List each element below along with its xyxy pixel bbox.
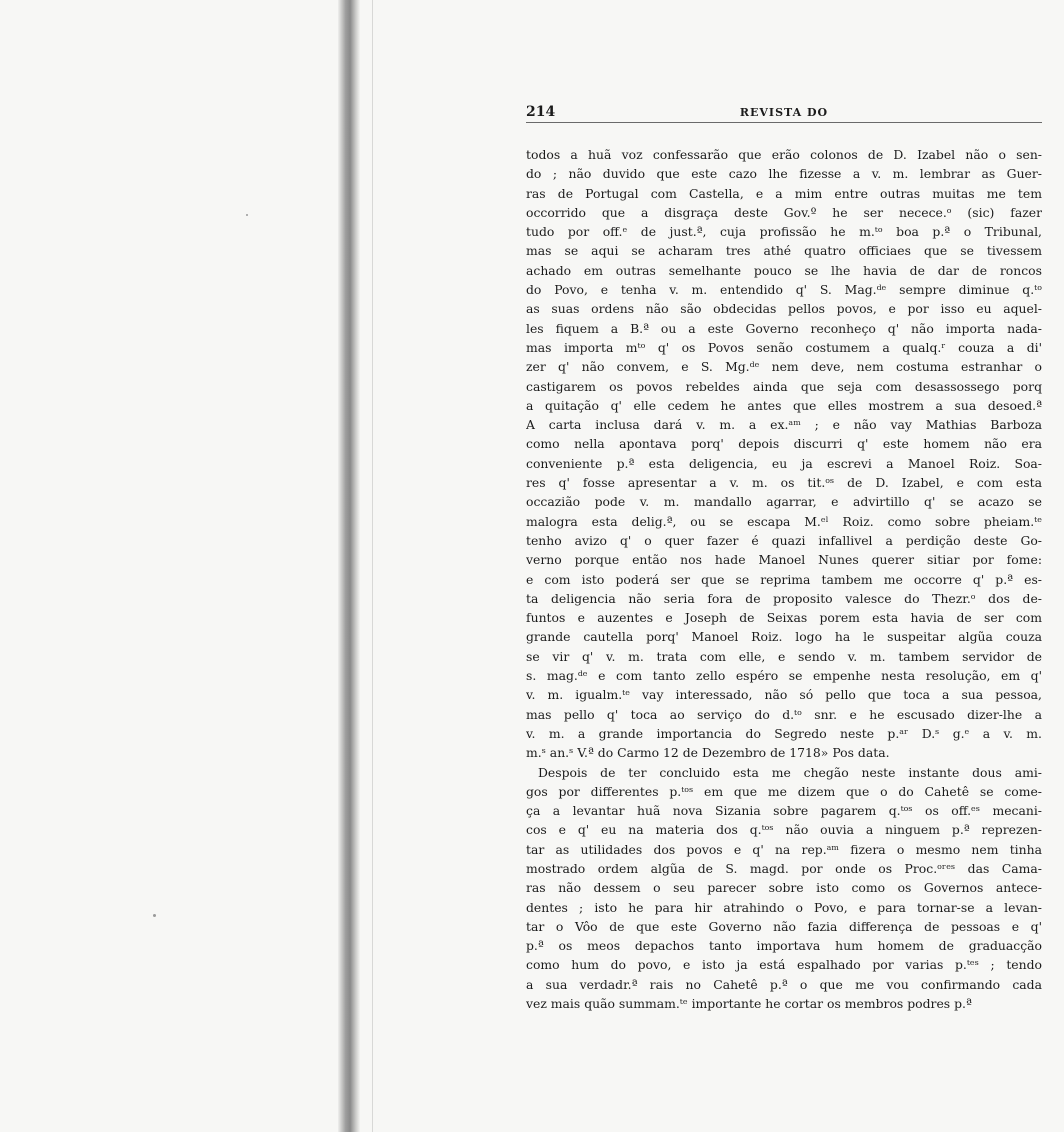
text-line: grande cautella porq' Manoel Roiz. logo ha le suspeitar algũa couza bbox=[526, 629, 1042, 645]
gutter-shadow bbox=[338, 0, 360, 1132]
text-line: funtos e auzentes e Joseph de Seixas porem esta havia de ser com bbox=[526, 610, 1042, 626]
text-line: tar as utilidades dos povos e q' na rep.ᵃᵐ fizera o mesmo nem tinha bbox=[526, 841, 1042, 857]
text-line: cos e q' eu na materia dos q.ᵗᵒˢ não ouvia a ninguem p.ª reprezen- bbox=[526, 822, 1042, 838]
text-line: mas pello q' toca ao serviço do d.ᵗᵒ snr. e he escusado dizer-lhe a bbox=[526, 706, 1042, 722]
text-line: verno porque então nos hade Manoel Nunes querer sitiar por fome: bbox=[526, 552, 1042, 568]
text-line: as suas ordens não são obdecidas pellos povos, e por isso eu aquel- bbox=[526, 301, 1042, 317]
text-line: ta deligencia não seria fora de proposito valesce do Thezr.ᵒ dos de- bbox=[526, 590, 1042, 606]
text-line: conveniente p.ª esta deligencia, eu ja escrevi a Manoel Roiz. Soa- bbox=[526, 455, 1042, 471]
text-line: tudo por off.ᵉ de just.ª, cuja profissão he m.ᵗᵒ boa p.ª o Tribunal, bbox=[526, 224, 1042, 240]
running-title: REVISTA DO bbox=[739, 106, 829, 119]
text-line: ça a levantar huã nova Sizania sobre pagarem q.ᵗᵒˢ os off.ᵉˢ mecani- bbox=[526, 803, 1042, 819]
text-line: como nella apontava porq' depois discurri q' este homem não era bbox=[526, 436, 1042, 452]
scan-speck bbox=[246, 214, 248, 216]
text-line: res q' fosse apresentar a v. m. os tit.ᵒˢ de D. Izabel, e com esta bbox=[526, 475, 1042, 491]
text-line: achado em outras semelhante pouco se lhe havia de dar de roncos bbox=[526, 262, 1042, 278]
text-line: v. m. a grande importancia do Segredo neste p.ᵃʳ D.ˢ g.ᵉ a v. m. bbox=[526, 725, 1042, 741]
text-line: les fiquem a B.ª ou a este Governo reconheço q' não importa nada- bbox=[526, 320, 1042, 336]
text-line: ras não dessem o seu parecer sobre isto como os Governos antece- bbox=[526, 880, 1042, 896]
text-line: mas se aqui se acharam tres athé quatro officiaes que se tivessem bbox=[526, 243, 1042, 259]
text-line: do Povo, e tenha v. m. entendido q' S. Mag.ᵈᵉ sempre diminue q.ᵗᵒ bbox=[526, 282, 1042, 298]
text-line: se vir q' v. m. trata com elle, e sendo v. m. tambem servidor de bbox=[526, 648, 1042, 664]
text-line: occorrido que a disgraça deste Gov.º he ser necece.ᵒ (sic) fazer bbox=[526, 204, 1042, 220]
text-line: occazião pode v. m. mandallo agarrar, e advirtillo q' se acazo se bbox=[526, 494, 1042, 510]
text-line: todos a huã voz confessarão que erão colonos de D. Izabel não o sen- bbox=[526, 147, 1042, 162]
text-line: mostrado ordem algũa de S. magd. por onde os Proc.ᵒʳᵉˢ das Cama- bbox=[526, 860, 1042, 876]
text-line: a sua verdadr.ª rais no Cahetê p.ª o que me vou confirmando cada bbox=[526, 976, 1042, 992]
text-line: tar o Vôo de que este Governo não fazia differença de pessoas e q' bbox=[526, 918, 1042, 934]
text-line: p.ª os meos depachos tanto importava hum homem de graduacção bbox=[526, 938, 1042, 954]
text-line: do ; não duvido que este cazo lhe fizesse a v. m. lembrar as Guer- bbox=[526, 166, 1042, 182]
paragraph-2 bbox=[526, 763, 1042, 1014]
text-line: s. mag.ᵈᵉ e com tanto zello espéro se empenhe nesta resolução, em q' bbox=[526, 668, 1042, 684]
text-line: v. m. igualm.ᵗᵉ vay interessado, não só pello que toca a sua pessoa, bbox=[526, 687, 1042, 703]
text-line: m.ˢ an.ˢ V.ª do Carmo 12 de Dezembro de 1718» Pos data. bbox=[526, 745, 890, 761]
text-line: A carta inclusa dará v. m. a ex.ᵃᵐ ; e não vay Mathias Barboza bbox=[526, 417, 1042, 433]
text-line: como hum do povo, e isto ja está espalhado por varias p.ᵗᵉˢ ; tendo bbox=[526, 957, 1042, 973]
text-line: Despois de ter concluido esta me chegão neste instante dous ami- bbox=[538, 764, 1042, 780]
body-text bbox=[526, 145, 1042, 1013]
gutter-line bbox=[372, 0, 373, 1132]
text-line: gos por differentes p.ᵗᵒˢ em que me dizem que o do Cahetê se come- bbox=[526, 783, 1042, 799]
text-line: castigarem os povos rebeldes ainda que seja com desassossego porq bbox=[526, 378, 1042, 394]
text-line: a quitação q' elle cedem he antes que elles mostrem a sua desoed.ª bbox=[526, 397, 1042, 413]
text-line: mas importa mᵗᵒ q' os Povos senão costumem a qualq.ʳ couza a di' bbox=[526, 339, 1042, 355]
text-line: vez mais quão summam.ᵗᵉ importante he cortar os membros podres p.ª bbox=[526, 996, 972, 1012]
text-line: e com isto poderá ser que se reprima tambem me occorre q' p.ª es- bbox=[526, 571, 1042, 587]
text-line: ras de Portugal com Castella, e a mim entre outras muitas me tem bbox=[526, 185, 1042, 201]
page-number: 214 bbox=[526, 104, 556, 120]
text-line: malogra esta delig.ª, ou se escapa M.ᵉˡ Roiz. como sobre pheiam.ᵗᵉ bbox=[526, 513, 1042, 529]
paragraph-1 bbox=[526, 145, 1042, 763]
book-page bbox=[526, 100, 1042, 1013]
text-line: tenho avizo q' o quer fazer é quazi infallivel a perdição deste Go- bbox=[526, 532, 1042, 548]
text-line: zer q' não convem, e S. Mg.ᵈᵉ nem deve, nem costuma estranhar o bbox=[526, 359, 1042, 375]
text-line: dentes ; isto he para hir atrahindo o Povo, e para tornar-se a levan- bbox=[526, 899, 1042, 915]
scan-speck bbox=[153, 914, 156, 917]
running-head bbox=[526, 100, 1042, 123]
